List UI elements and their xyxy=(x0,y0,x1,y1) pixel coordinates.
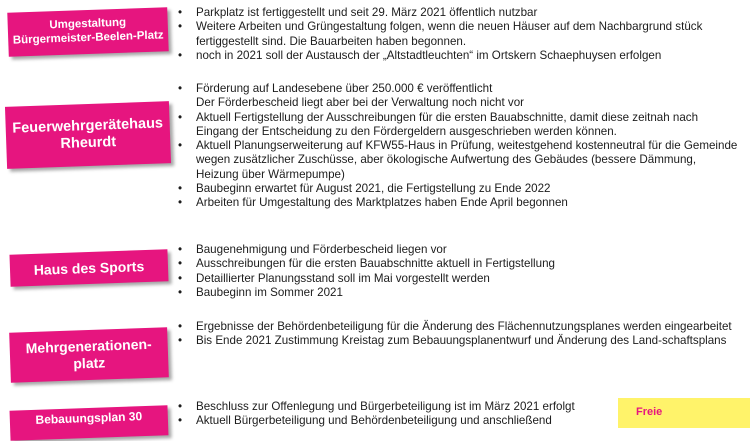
bullet-icon: • xyxy=(178,320,183,333)
label-line: Mehrgenerationen- xyxy=(25,336,152,357)
bullet-icon: • xyxy=(178,6,183,19)
section-label-umgestaltung xyxy=(7,7,168,57)
bullet-icon: • xyxy=(178,182,183,196)
list-item: • Baugenehmigung und Förderbescheid liegen vor xyxy=(178,243,447,256)
list-item: • Aktuell Bürgerbeteiligung und Behördenbeteiligung und anschließend xyxy=(178,414,552,428)
list-item: • noch in 2021 soll der Austausch der „Altstadtleuchten“ im Ortskern Schaephuysen erfolgen xyxy=(178,48,662,62)
list-item: • Detaillierter Planungsstand soll im Mai vorgestellt werden xyxy=(178,271,490,285)
bullet-icon: • xyxy=(178,257,183,271)
list-item: • Weitere Arbeiten und Grüngestaltung folgen, wenn die neuen Häuser auf dem Nachbargrund stück fertiggestellt sind. Die Bauarbeiten haben begonnen. xyxy=(178,20,703,48)
section-label-haus-des-sports xyxy=(9,249,168,286)
list-item: • Beschluss zur Offenlegung und Bürgerbeteiligung ist im März 2021 erfolgt xyxy=(178,400,575,413)
section-label-bebauungsplan-30 xyxy=(10,405,169,440)
label-line: Bürgermeister-Beelen-Platz xyxy=(12,29,164,47)
section-label-mehrgenerationenplatz xyxy=(9,327,169,382)
bullet-icon: • xyxy=(178,334,183,348)
label-line: Rheurdt xyxy=(60,134,117,152)
bullet-icon: • xyxy=(178,20,183,34)
list-item: • Ergebnisse der Behördenbeteiligung für die Änderung des Flächennutzungsplanes werden eingearbeitet xyxy=(178,320,732,333)
label-line: Bebauungsplan 30 xyxy=(35,409,143,427)
list-item: • Arbeiten für Umgestaltung des Marktplatzes haben Ende April begonnen xyxy=(178,196,568,210)
list-item: • Aktuell Planungserweiterung auf KFW55-Haus in Prüfung, weitestgehend kostenneutral für die Gemeinde wegen zusätzlicher Zuschüsse, aber ökologische Aufwertung des Gebäudes (bessere Dämmung, Heizung über Wärmepumpe) xyxy=(178,139,738,181)
section-list-feuerwehr xyxy=(178,82,738,211)
list-item: • Parkplatz ist fertiggestellt und seit 29. März 2021 öffentlich nutzbar xyxy=(178,6,538,19)
bullet-icon: • xyxy=(178,110,183,124)
list-item: • Baubeginn im Sommer 2021 xyxy=(178,285,343,299)
bullet-icon: • xyxy=(178,414,183,428)
list-item: • Aktuell Fertigstellung der Ausschreibungen für die ersten Bauabschnitte, damit diese zeitnah nach Eingang der Entscheidung zu den Fördergeldern ausgeschrieben werden können. xyxy=(178,110,699,138)
corner-badge-text: Freie xyxy=(636,406,663,418)
bullet-icon: • xyxy=(178,196,183,210)
list-item: • Bis Ende 2021 Zustimmung Kreistag zum Bebauungsplanentwurf und Änderung des Land-schaftsplans xyxy=(178,334,727,348)
label-line: Feuerwehrgerätehaus xyxy=(12,114,164,137)
section-label-feuerwehr xyxy=(5,101,171,169)
label-line: Haus des Sports xyxy=(33,257,145,278)
section-list-haus-des-sports xyxy=(178,243,738,300)
list-item: • Förderung auf Landesebene über 250.000 € veröffentlicht xyxy=(178,82,493,95)
label-line: platz xyxy=(73,354,106,372)
bullet-icon: • xyxy=(178,82,183,95)
list-item: • Ausschreibungen für die ersten Bauabschnitte aktuell in Fertigstellung xyxy=(178,257,555,271)
bullet-icon: • xyxy=(178,243,183,256)
list-item: Der Förderbescheid liegt aber bei der Verwaltung noch nicht vor xyxy=(196,96,525,110)
section-list-umgestaltung xyxy=(178,6,738,63)
bullet-icon: • xyxy=(178,285,183,299)
bullet-icon: • xyxy=(178,400,183,413)
list-item: • Baubeginn erwartet für August 2021, die Fertigstellung zu Ende 2022 xyxy=(178,182,551,196)
bullet-icon: • xyxy=(178,271,183,285)
corner-badge xyxy=(618,398,750,428)
section-list-bebauungsplan-30 xyxy=(178,400,608,429)
bullet-icon: • xyxy=(178,48,183,62)
label-line: Umgestaltung xyxy=(49,16,127,32)
bullet-icon: • xyxy=(178,139,183,153)
section-list-mehrgenerationenplatz xyxy=(178,320,738,349)
